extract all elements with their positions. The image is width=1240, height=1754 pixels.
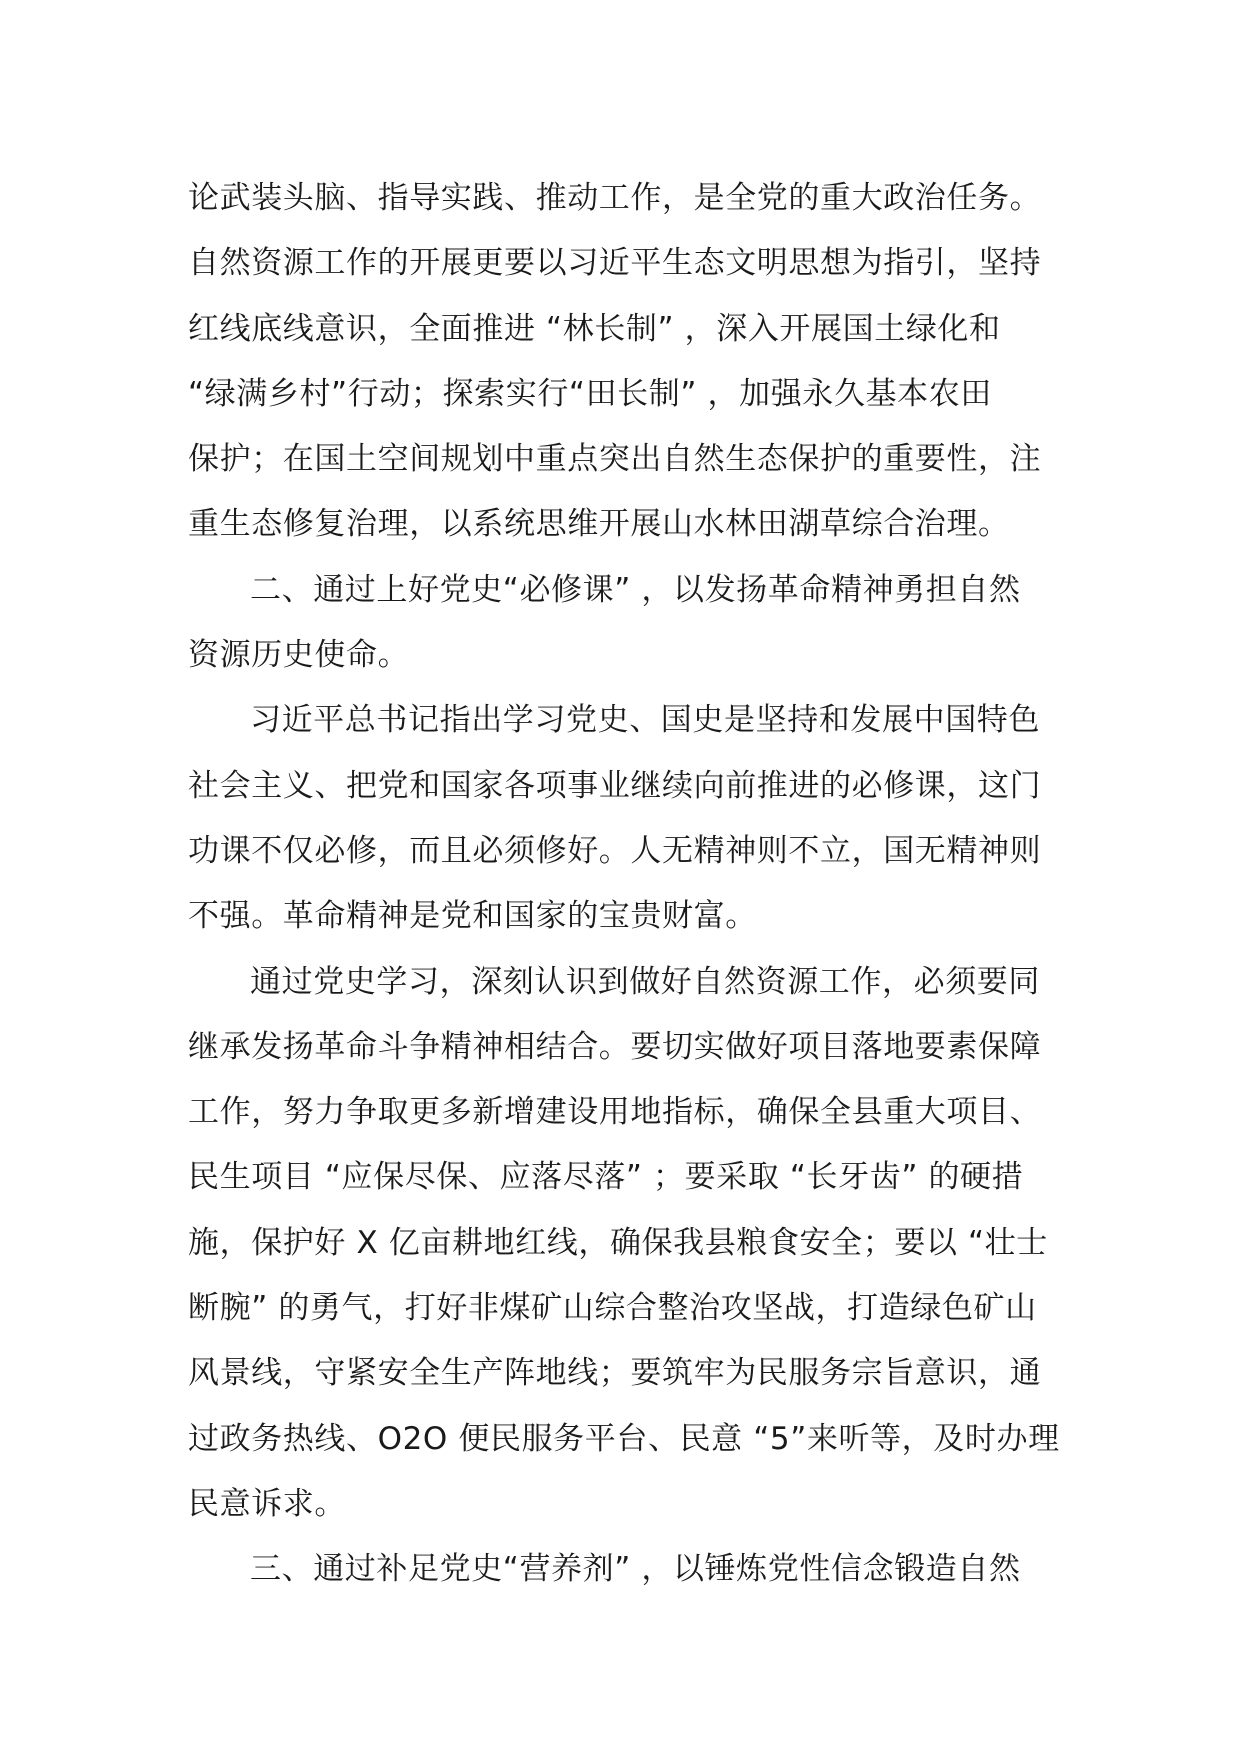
section-heading: 二、通过上好党史“必修课” ，以发扬革命精神勇担自然: [250, 571, 1021, 608]
section-heading-continued: 资源历史使命。: [188, 637, 410, 674]
text-line: 重生态修复治理，以系统思维开展山水林田湖草综合治理。: [188, 506, 1010, 543]
section-heading: 三、通过补足党史“营养剂” ，以锤炼党性信念锻造自然: [250, 1551, 1021, 1588]
text-line: “绿满乡村”行动；探索实行“田长制” ，加强永久基本农田: [188, 375, 992, 412]
text-line: 民意诉求。: [188, 1485, 346, 1522]
text-line: 保护；在国土空间规划中重点突出自然生态保护的重要性，注: [188, 441, 1042, 478]
text-line: 断腕” 的勇气，打好非煤矿山综合整治攻坚战，打造绿色矿山: [188, 1290, 1037, 1327]
text-line: 不强。革命精神是党和国家的宝贵财富。: [188, 898, 757, 935]
body-text: [188, 166, 1068, 1603]
text-line: 继承发扬革命斗争精神相结合。要切实做好项目落地要素保障: [188, 1028, 1042, 1065]
text-line: 自然资源工作的开展更要以习近平生态文明思想为指引，坚持: [188, 245, 1042, 282]
text-line: 民生项目 “应保尽保、应落尽落” ；要采取 “长牙齿” 的硬措: [188, 1159, 1024, 1196]
text-line: 过政务热线、O2O 便民服务平台、民意 “5”来听等，及时办理: [188, 1420, 1060, 1457]
text-line: 论武装头脑、指导实践、推动工作，是全党的重大政治任务。: [188, 180, 1042, 216]
text-line: 施，保护好 X 亿亩耕地红线，确保我县粮食安全；要以 “壮士: [188, 1224, 1048, 1261]
text-line: 工作，努力争取更多新增建设用地指标，确保全县重大项目、: [188, 1094, 1042, 1131]
text-line: 通过党史学习，深刻认识到做好自然资源工作，必须要同: [250, 963, 1040, 1000]
text-line: 风景线，守紧安全生产阵地线；要筑牢为民服务宗旨意识，通: [188, 1355, 1042, 1392]
text-line: 红线底线意识，全面推进 “林长制” ，深入开展国土绿化和: [188, 310, 1001, 347]
text-line: 习近平总书记指出学习党史、国史是坚持和发展中国特色: [250, 702, 1040, 739]
text-line: 社会主义、把党和国家各项事业继续向前推进的必修课，这门: [188, 767, 1042, 804]
text-line: 功课不仅必修，而且必须修好。人无精神则不立，国无精神则: [188, 832, 1042, 869]
